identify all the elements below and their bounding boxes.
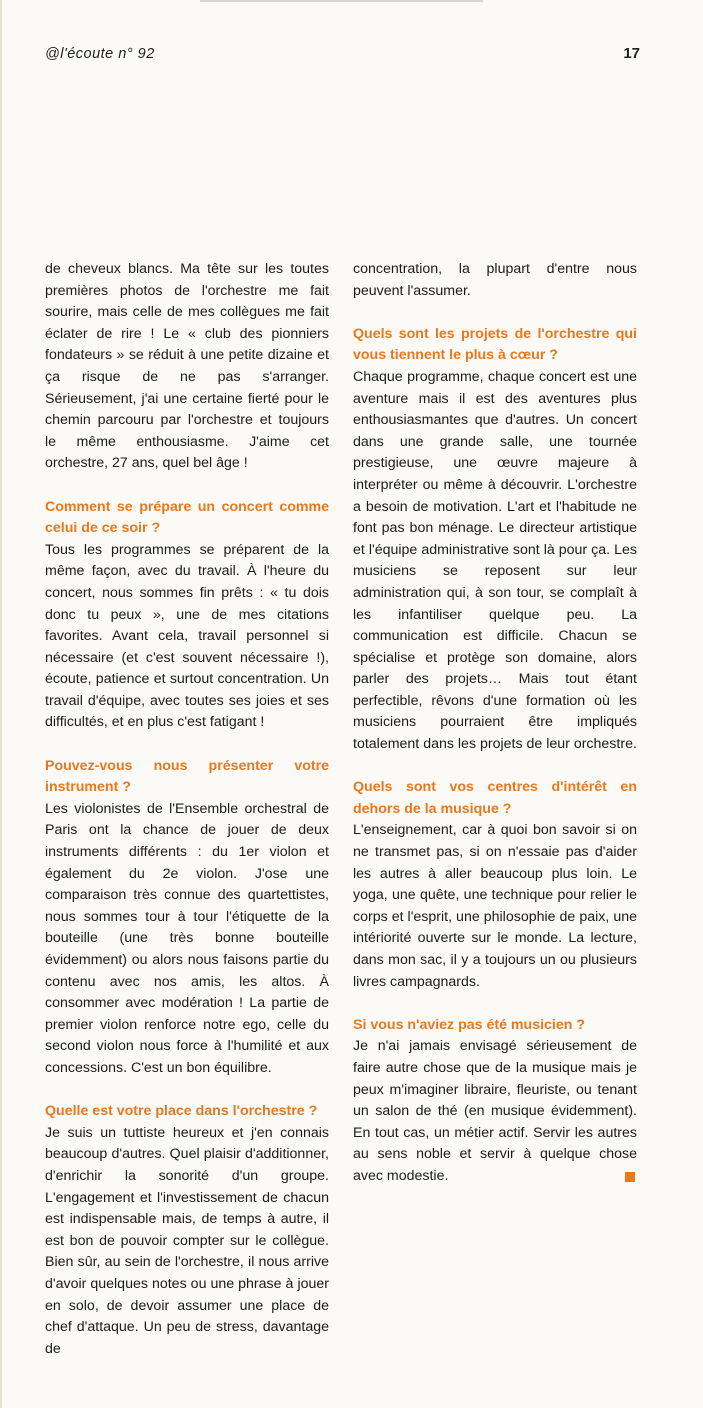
- answer-paragraph: [353, 367, 637, 756]
- question-heading: Quels sont vos centres d'intérêt en dehors de la musique ?: [353, 779, 637, 817]
- magazine-title: @l'écoute n° 92: [45, 46, 155, 62]
- paragraph-text: Les violonistes de l'Ensemble orchestral de Paris ont la chance de jouer de deux instruments différents : du 1er violon et également du 2e violon. J'ose une comparaison très connue des quartettistes, nous sommes tour à tour l'étiquette de la bouteille (une très bonne bouteille évidemment) ou alors nous faisons partie du contenu avec nos amis, les altos. À consommer avec modération ! La partie de premier violon renforce notre ego, celle du second violon nous force à l'humilité et aux concessions. C'est un bon équilibre.: [45, 800, 329, 1076]
- question-heading: Quels sont les projets de l'orchestre qui vous tiennent le plus à cœur ?: [353, 325, 637, 364]
- paragraph-text: Je suis un tuttiste heureux et j'en connais beaucoup d'autres. Quel plaisir d'additionner, d'enrichir la sonorité d'un groupe. L'engagement et l'investissement de chacun est indispensable mais, de temps à autre, il est bon de pouvoir compter sur le collègue. Bien sûr, au sein de l'orchestre, il nous arrive d'avoir quelques notes ou une phrase à jouer en solo, de devoir assumer une place de chef d'attaque. Un peu de stress, davantage de: [45, 1124, 329, 1357]
- answer-paragraph: [45, 259, 329, 475]
- page-number: 17: [623, 45, 640, 62]
- paragraph-text: L'enseignement, car à quoi bon savoir si on ne transmet pas, si on n'essaie pas d'aider les autres à aller beaucoup plus loin. Le yoga, une quête, une technique pour relier le corps et l'esprit, une philosophie de paix, une intériorité ouverte sur le monde. La lecture, dans mon sac, il y a toujours un ou plusieurs livres campagnards.: [353, 822, 637, 990]
- paragraph-text: concentration, la plupart d'entre nous peuvent l'assumer.: [353, 261, 637, 299]
- article-end-square-icon: [625, 1172, 635, 1182]
- scan-top-rule: [200, 0, 483, 2]
- scan-left-edge: [0, 0, 2, 1408]
- question-heading: Pouvez-vous nous présenter votre instrument ?: [45, 757, 329, 796]
- section-spacer: [353, 756, 637, 778]
- section-spacer: [45, 1080, 329, 1102]
- section-spacer: [45, 734, 329, 756]
- answer-paragraph: [353, 1036, 637, 1187]
- left-column: [45, 259, 329, 1360]
- right-column: [353, 259, 637, 1188]
- section-spacer: [353, 993, 637, 1015]
- question-heading: Quelle est votre place dans l'orchestre ?: [45, 1103, 318, 1120]
- answer-paragraph: [45, 1123, 329, 1361]
- answer-paragraph: [353, 259, 637, 302]
- section-spacer: [353, 302, 637, 324]
- question-heading: Comment se prépare un concert comme celui de ce soir ?: [45, 498, 329, 537]
- question-heading: Si vous n'aviez pas été musicien ?: [353, 1016, 586, 1033]
- answer-paragraph: [45, 540, 329, 734]
- answer-paragraph: [353, 820, 637, 993]
- paragraph-text: Tous les programmes se préparent de la même façon, avec du travail. À l'heure du concert, nous sommes fin prêts : « tu dois donc tu peux », une de mes citations favorites. Avant cela, travail personnel si nécessaire (et c'est souvent nécessaire !), écoute, patience et surtout concentration. Un travail d'équipe, avec toutes ses joies et ses difficultés, et en plus c'est fatigant !: [45, 541, 329, 731]
- paragraph-text: Je n'ai jamais envisagé sérieusement de faire autre chose que de la musique mais je peux m'imaginer libraire, fleuriste, ou tenant un salon de thé (en musique évidemment). En tout cas, un métier actif. Servir les autres au sens noble et servir à quelque chose avec modestie.: [353, 1038, 637, 1184]
- section-spacer: [45, 475, 329, 497]
- paragraph-text: de cheveux blancs. Ma tête sur les toutes premières photos de l'orchestre me fait sourire, mais celle de mes collègues me fait éclater de rire ! Le « club des pionniers fondateurs » se réduit à une petite dizaine et ça risque de ne pas s'arranger. Sérieusement, j'ai une certaine fierté pour le chemin parcouru par l'orchestre et toujours le même enthousiasme. J'aime cet orchestre, 27 ans, quel bel âge !: [45, 261, 329, 472]
- answer-paragraph: [45, 799, 329, 1080]
- paragraph-text: Chaque programme, chaque concert est une aventure mais il est des aventures plus enthousiasmantes que d'autres. Un concert dans une grande salle, une tournée prestigieuse, une œuvre majeure à interpréter ou même à découvrir. L'orchestre a besoin de motivation. L'art et l'habitude ne font pas bon ménage. Le directeur artistique et l'équipe administrative sont là pour ça. Les musiciens se reposent sur leur administration qui, à son tour, se complaît à les infantiliser quelque peu. La communication est difficile. Chacun se spécialise et protège son domaine, alors parler des projets… Mais tout étant perfectible, rêvons d'une formation où les musiciens pourraient être impliqués totalement dans les projets de leur orchestre.: [353, 368, 637, 753]
